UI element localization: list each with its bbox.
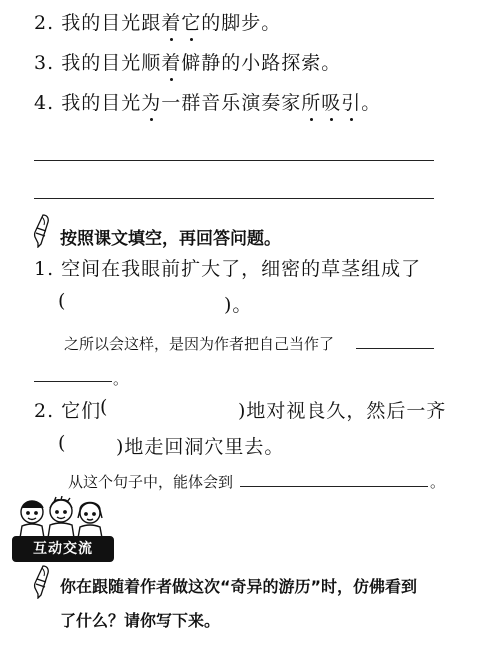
sentence-number: 2. <box>34 12 55 34</box>
exchange-prompt-line2: 了什么？请你写下来。 <box>60 611 221 630</box>
question-2-line1-end: )地对视良久，然后一齐 <box>238 400 447 422</box>
question-2-end-mark: 。 <box>430 473 446 491</box>
exchange-badge: 互动交流 <box>12 536 114 562</box>
sentence-text: 僻静的小路探索。 <box>181 52 342 74</box>
question-2-answer-slot-2[interactable] <box>72 434 114 456</box>
question-1-line3: 之所以会这样，是因为作者把自己当作了 <box>64 335 335 353</box>
sentence-number: 3. <box>34 52 55 74</box>
section-title-fill: 按照课文填空，再回答问题。 <box>60 229 281 249</box>
sentence-text: 的脚步。 <box>201 12 282 34</box>
sentence-text: 一群音乐演奏家 <box>161 92 302 114</box>
question-2-line1-start: 2. 它们 <box>34 400 102 422</box>
sentence-text: 我的目光 <box>61 92 142 114</box>
sentence-4 <box>34 88 381 115</box>
question-2-line2: )地走回洞穴里去。 <box>116 436 285 458</box>
question-2-line3: 从这个句子中，能体会到 <box>68 473 234 491</box>
question-1-paren-close: )。 <box>224 294 253 316</box>
sentence-3 <box>34 48 341 75</box>
emphasis-char: 为 <box>141 88 161 115</box>
pen-icon <box>32 214 50 248</box>
question-2-answer-line[interactable] <box>240 486 428 487</box>
question-2-paren2-open: ( <box>58 432 67 454</box>
emphasis-char: 它 <box>181 8 201 35</box>
sentence-2 <box>34 8 281 35</box>
question-1-answer-slot[interactable] <box>72 292 222 314</box>
sentence-number: 4. <box>34 92 55 114</box>
sentence-text: 我的目光顺 <box>61 52 162 74</box>
emphasis-char: 着 <box>161 8 181 35</box>
emphasis-char: 吸 <box>321 88 341 115</box>
question-1-end-mark: 。 <box>113 370 129 388</box>
emphasis-char: 着 <box>161 48 181 75</box>
question-1-paren-open: ( <box>58 290 67 312</box>
question-1-line1: 1. 空间在我眼前扩大了，细密的草茎组成了 <box>34 258 422 280</box>
answer-line[interactable] <box>34 198 434 199</box>
answer-line[interactable] <box>34 160 434 161</box>
emphasis-char: 引 <box>341 88 361 115</box>
sentence-text: 。 <box>361 92 382 114</box>
exchange-prompt-line1: 你在跟随着作者做这次“奇异的游历”时，仿佛看到 <box>60 577 418 596</box>
question-1-answer-line[interactable] <box>356 348 434 349</box>
emphasis-char: 所 <box>301 88 321 115</box>
question-2-answer-slot-1[interactable] <box>114 398 236 420</box>
question-2-paren-open: ( <box>100 396 109 418</box>
pen-icon <box>32 565 50 599</box>
question-1-answer-line-2[interactable] <box>34 381 112 382</box>
sentence-text: 我的目光跟 <box>61 12 162 34</box>
children-illustration <box>16 496 106 538</box>
